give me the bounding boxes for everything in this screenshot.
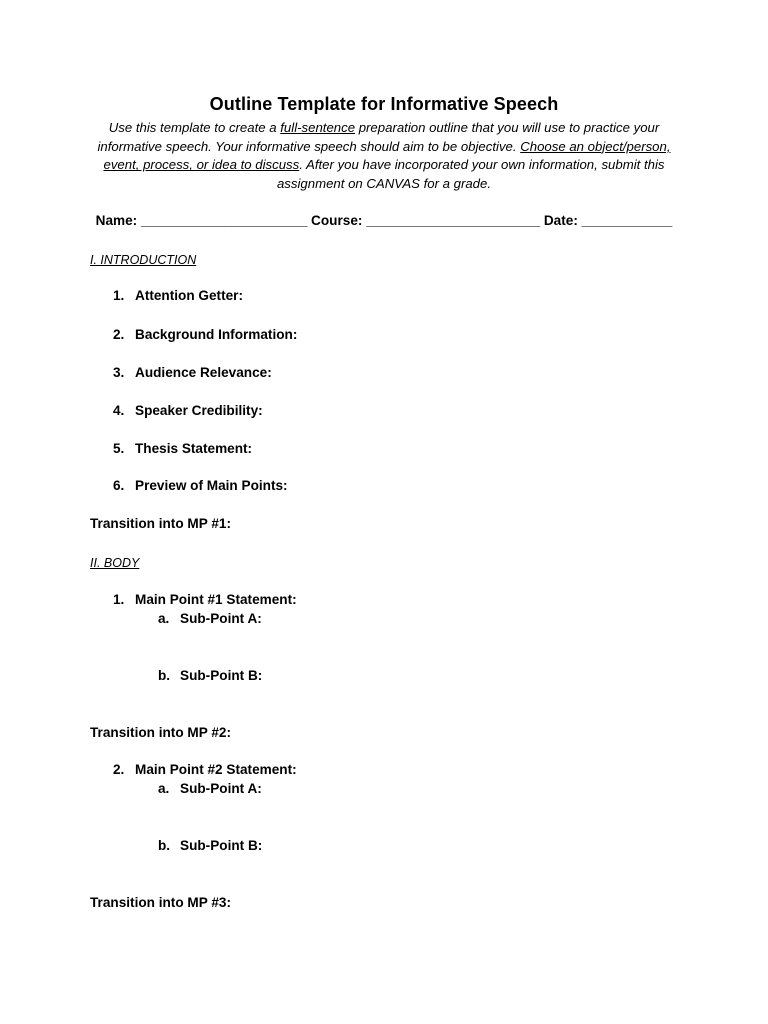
item-label: Main Point #2 Statement: [135,762,297,777]
item-number: 1. [113,288,125,303]
item-label: Main Point #1 Statement: [135,592,297,607]
item-number: 6. [113,478,125,493]
item-label: Audience Relevance: [135,365,272,380]
instructions-text-2: preparation outline that you will use to practice your informative speech. Your informative speech should aim to be objective. [97,120,660,154]
outline-item-thesis-statement [113,441,252,456]
outline-item-attention-getter [113,288,243,303]
item-number: 3. [113,365,125,380]
item-label: Thesis Statement: [135,441,253,456]
transition-mp1: Transition into MP #1: [90,516,231,531]
item-number: 2. [113,762,125,777]
instructions-choose-topic: Choose an object/person, event, process, or idea to discuss [103,138,671,173]
transition-mp3: Transition into MP #3: [90,895,231,910]
item-number: a. [158,611,170,626]
item-label: Preview of Main Points: [135,478,288,493]
main-point-1 [113,592,297,607]
outline-item-audience-relevance [113,365,272,380]
item-label: Sub-Point B: [180,668,263,683]
item-number: 5. [113,441,125,456]
outline-item-background-information [113,327,297,342]
transition-mp2: Transition into MP #2: [90,725,231,740]
outline-item-speaker-credibility [113,403,263,418]
item-label: Background Information: [135,327,298,342]
main-point-2 [113,762,297,777]
mp2-sub-point-a [158,781,262,796]
introduction-heading: I. INTRODUCTION [90,253,197,267]
item-number: 2. [113,327,125,342]
instructions-paragraph [84,119,684,194]
instructions-text-1: Use this template to create a [108,120,281,135]
item-number: b. [158,838,171,853]
instructions-full-sentence: full-sentence [280,120,356,135]
document-title: Outline Template for Informative Speech [209,94,559,114]
mp2-sub-point-b [158,838,262,853]
outline-item-preview-main-points [113,478,288,493]
item-label: Attention Getter: [135,288,243,303]
mp1-sub-point-b [158,668,262,683]
item-number: b. [158,668,171,683]
body-heading: II. BODY [90,556,140,570]
item-number: 4. [113,403,125,418]
item-label: Sub-Point A: [180,611,262,626]
mp1-sub-point-a [158,611,262,626]
item-label: Sub-Point A: [180,781,262,796]
item-number: a. [158,781,170,796]
instructions-text-3: . After you have incorporated your own information, submit this assignment on CANVAS for a grade. [276,157,665,192]
item-label: Speaker Credibility: [135,403,263,418]
name-course-date-line: Name: ______________________ Course: _______________________ Date: ____________ [95,213,673,228]
item-label: Sub-Point B: [180,838,263,853]
item-number: 1. [113,592,125,607]
